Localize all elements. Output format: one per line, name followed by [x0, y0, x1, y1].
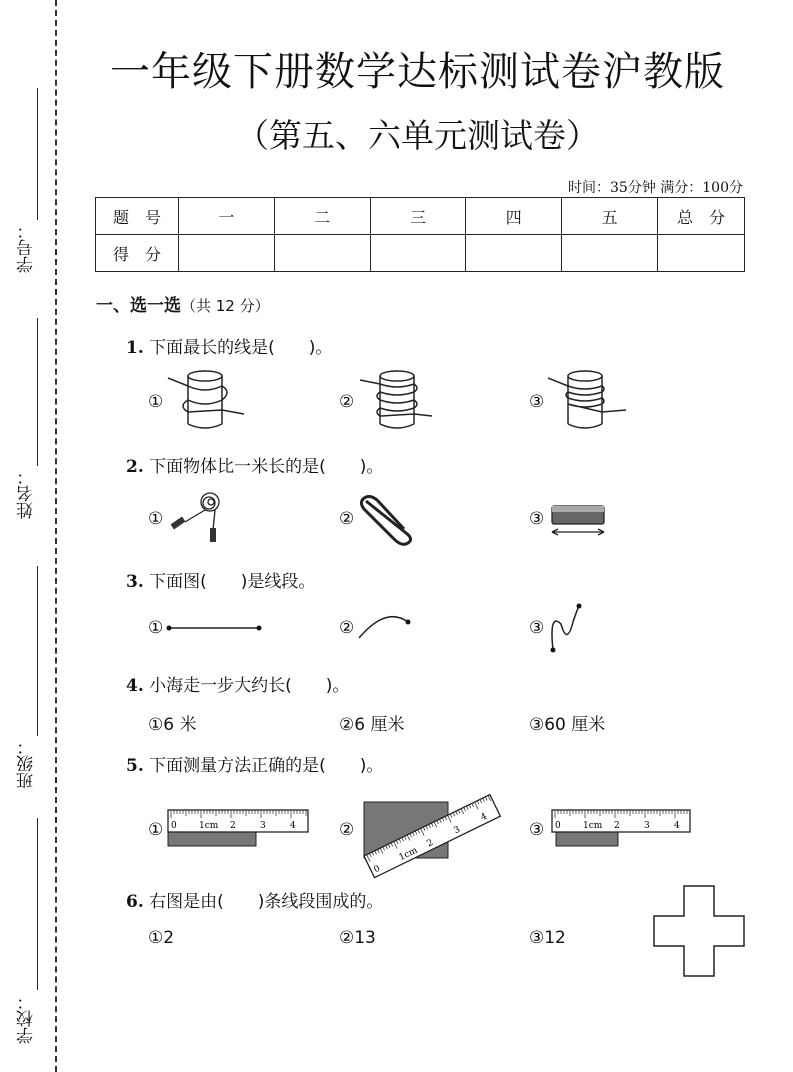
ruler-tick-label: 1cm	[199, 821, 219, 831]
score-cell[interactable]	[179, 235, 275, 272]
wavy-line-image	[545, 602, 585, 654]
ruler-tick-label: 0	[372, 863, 382, 876]
question-text: 下面最长的线是( )。	[149, 338, 333, 358]
header-cell: 四	[466, 198, 562, 235]
score-cell[interactable]	[562, 235, 658, 272]
school-label: 学校：	[17, 993, 37, 1044]
ruler-tick-label: 2	[425, 837, 435, 850]
coil-3-image	[548, 366, 638, 436]
ruler-1-image	[166, 808, 311, 850]
ruler-tick-label: 4	[290, 821, 296, 831]
name-field[interactable]	[37, 318, 38, 466]
question-number: 6.	[126, 892, 144, 912]
option-label[interactable]: ②	[339, 509, 355, 529]
ruler-tick-label: 3	[644, 821, 650, 831]
curve-image	[356, 612, 416, 642]
score-cell[interactable]	[274, 235, 370, 272]
ruler-tick-label: 1cm	[397, 845, 420, 864]
question-4	[126, 671, 349, 696]
score-cell[interactable]	[466, 235, 562, 272]
question-1	[126, 333, 332, 358]
question-number: 2.	[126, 457, 144, 477]
option-label[interactable]: ③12	[529, 928, 566, 948]
score-header-row	[96, 198, 745, 235]
score-table	[95, 197, 745, 272]
option-label[interactable]: ①6 米	[148, 715, 197, 735]
question-text: 小海走一步大约长( )。	[149, 676, 350, 696]
class-label: 班级：	[17, 738, 37, 789]
option-label[interactable]: ②13	[339, 928, 376, 948]
section-title: 一、选一选	[96, 296, 181, 316]
section-heading	[96, 291, 270, 316]
ruler-tick-label: 2	[230, 821, 236, 831]
paperclip-image	[358, 493, 418, 543]
student-id-label: 学号：	[17, 222, 37, 273]
header-cell: 一	[179, 198, 275, 235]
ruler-tick-label: 3	[452, 824, 462, 837]
ruler-tick-label: 0	[555, 821, 561, 831]
option-label[interactable]: ②	[339, 392, 355, 412]
score-cell[interactable]	[370, 235, 466, 272]
header-cell: 题 号	[96, 198, 179, 235]
question-text: 下面图( )是线段。	[149, 572, 316, 592]
row-label: 得 分	[96, 235, 179, 272]
score-row	[96, 235, 745, 272]
ruler-tick-label: 2	[614, 821, 620, 831]
option-label[interactable]: ③	[529, 509, 545, 529]
option-label[interactable]: ③	[529, 392, 545, 412]
ruler-tick-label: 3	[260, 821, 266, 831]
option-label[interactable]: ①	[148, 618, 164, 638]
line-segment-image	[166, 622, 266, 634]
question-number: 3.	[126, 572, 144, 592]
option-label[interactable]: ③	[529, 820, 545, 840]
option-label[interactable]: ③	[529, 618, 545, 638]
name-label: 姓名：	[17, 468, 37, 519]
question-number: 5.	[126, 756, 144, 776]
option-label[interactable]: ①	[148, 820, 164, 840]
option-label[interactable]: ②	[339, 820, 355, 840]
ruler-tick-label: 4	[479, 811, 489, 824]
page-subtitle: （第五、六单元测试卷）	[236, 116, 599, 155]
option-label[interactable]: ①	[148, 509, 164, 529]
header-cell: 五	[562, 198, 658, 235]
question-2	[126, 452, 383, 477]
page-title: 一年级下册数学达标测试卷沪教版	[110, 49, 725, 95]
option-label[interactable]: ②6 厘米	[339, 715, 405, 735]
coil-2-image	[360, 366, 450, 436]
ruler-tick-label: 0	[171, 821, 177, 831]
score-cell[interactable]	[658, 235, 745, 272]
option-label[interactable]: ①	[148, 392, 164, 412]
binding-dashed-line	[55, 0, 57, 1072]
question-5	[126, 751, 383, 776]
ruler-tick-label: 4	[674, 821, 680, 831]
section-points: （共 12 分）	[181, 297, 270, 315]
question-number: 4.	[126, 676, 144, 696]
question-6	[126, 887, 383, 912]
question-text: 下面物体比一米长的是( )。	[149, 457, 384, 477]
question-text: 下面测量方法正确的是( )。	[149, 756, 384, 776]
option-label[interactable]: ③60 厘米	[529, 715, 606, 735]
school-field[interactable]	[37, 818, 38, 990]
option-label[interactable]: ①2	[148, 928, 175, 948]
option-label[interactable]: ②	[339, 618, 355, 638]
class-field[interactable]	[37, 566, 38, 736]
jump-rope-image	[165, 490, 235, 540]
coil-1-image	[168, 366, 258, 436]
header-cell: 总 分	[658, 198, 745, 235]
ruler-2-image	[358, 788, 503, 876]
question-3	[126, 567, 315, 592]
question-number: 1.	[126, 338, 144, 358]
ruler-3-image	[550, 808, 695, 850]
time-info: 时间：35分钟 满分：100分	[568, 180, 743, 196]
ruler-tick-label: 1cm	[583, 821, 603, 831]
cross-shape-image	[652, 884, 746, 978]
header-cell: 二	[274, 198, 370, 235]
question-text: 右图是由( )条线段围成的。	[149, 892, 384, 912]
eraser-image	[548, 500, 608, 540]
header-cell: 三	[370, 198, 466, 235]
